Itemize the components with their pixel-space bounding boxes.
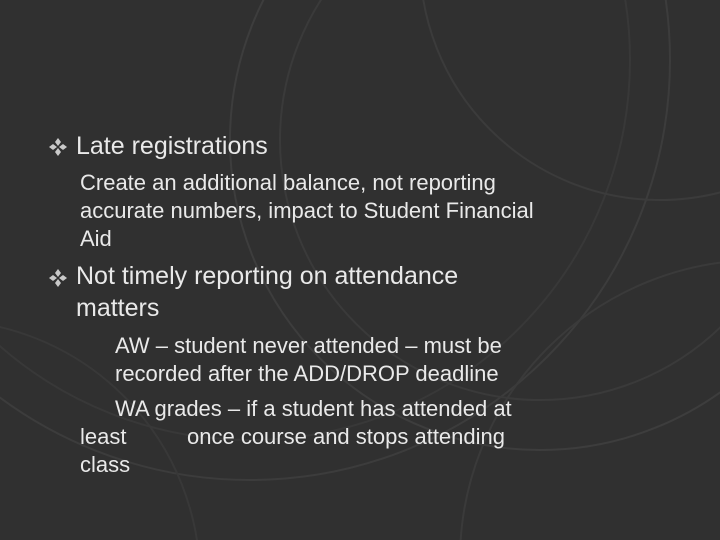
item-1-detail-line-2: accurate numbers, impact to Student Financial xyxy=(80,198,534,223)
diamond-bullet-icon xyxy=(48,137,68,157)
item-2-detail-line-1: AW – student never attended – must be xyxy=(115,333,502,358)
item-1-detail-line-3: Aid xyxy=(80,226,112,251)
item-2-detail-line-4: least xyxy=(80,424,127,449)
item-2-heading-line-2: matters xyxy=(76,294,160,322)
item-2-detail-line-3: WA grades – if a student has attended at xyxy=(115,396,512,421)
item-2-detail-line-2: recorded after the ADD/DROP deadline xyxy=(115,361,499,386)
item-1-detail-line-1: Create an additional balance, not reporting xyxy=(80,170,496,195)
item-1-heading: Late registrations xyxy=(76,132,268,160)
item-2-heading-line-1: Not timely reporting on attendance xyxy=(76,262,459,290)
diamond-bullet-icon xyxy=(48,268,68,288)
item-2-detail-line-6: class xyxy=(80,452,131,477)
item-2-detail-line-5: once course and stops attending xyxy=(187,424,506,449)
